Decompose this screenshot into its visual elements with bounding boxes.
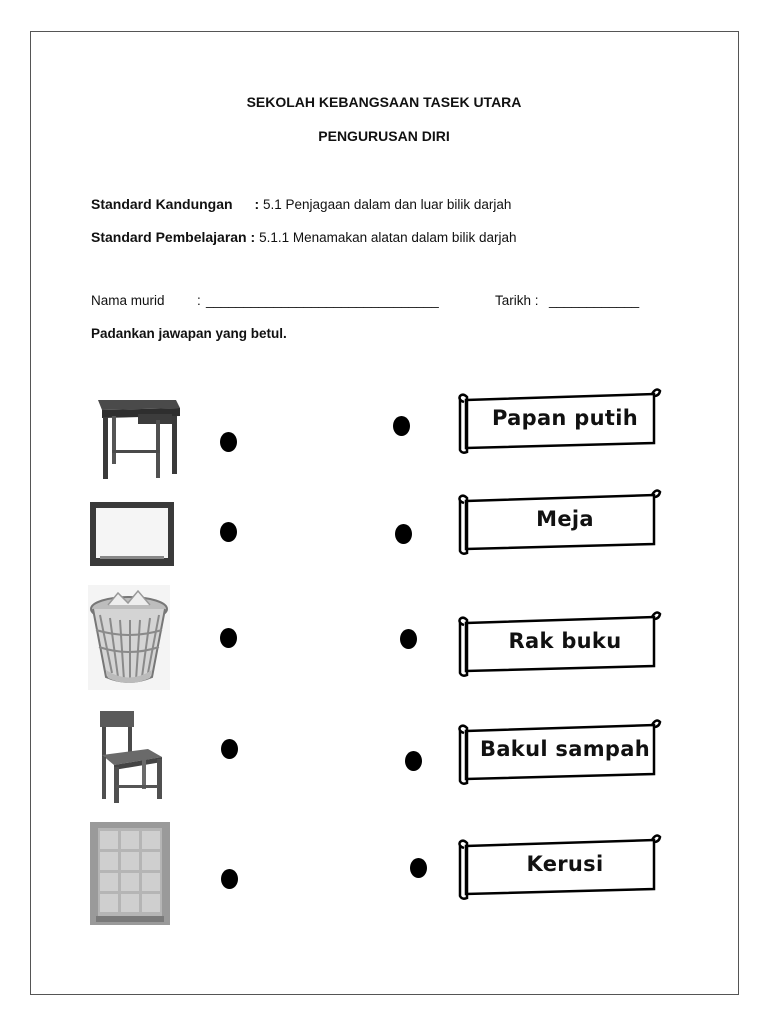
standard-pembelajaran bbox=[91, 229, 516, 245]
answer-scroll-5 bbox=[456, 834, 666, 896]
answer-label-1: Papan putih bbox=[492, 406, 638, 430]
right-dot-5[interactable] bbox=[410, 858, 427, 878]
left-dot-1[interactable] bbox=[220, 432, 237, 452]
standard-kandungan-sep: : bbox=[254, 196, 260, 212]
left-dot-5[interactable] bbox=[221, 869, 238, 889]
standard-kandungan bbox=[91, 196, 511, 212]
desk-icon bbox=[90, 388, 185, 483]
standard-kandungan-value: 5.1 Penjagaan dalam dan luar bilik darjah bbox=[263, 197, 512, 212]
answer-scroll-2 bbox=[456, 489, 666, 551]
date-field[interactable]: ____________ bbox=[549, 293, 640, 308]
left-dot-2[interactable] bbox=[220, 522, 237, 542]
whiteboard-icon bbox=[90, 500, 175, 567]
date-label: Tarikh : bbox=[495, 293, 539, 308]
answer-label-3: Rak buku bbox=[508, 629, 622, 653]
standard-pembelajaran-label: Standard Pembelajaran : bbox=[91, 229, 256, 245]
left-dot-4[interactable] bbox=[221, 739, 238, 759]
answer-scroll-4 bbox=[456, 719, 666, 781]
school-name: SEKOLAH KEBANGSAAN TASEK UTARA bbox=[246, 94, 522, 110]
bookshelf-icon bbox=[90, 822, 170, 925]
student-name-label: Nama murid bbox=[91, 293, 165, 308]
right-dot-2[interactable] bbox=[395, 524, 412, 544]
left-dot-3[interactable] bbox=[220, 628, 237, 648]
standard-pembelajaran-value: 5.1.1 Menamakan alatan dalam bilik darjah bbox=[259, 230, 517, 245]
standard-kandungan-label: Standard Kandungan bbox=[91, 196, 233, 212]
student-name-field[interactable]: _______________________________ bbox=[206, 293, 439, 308]
answer-scroll-3 bbox=[456, 611, 666, 673]
answer-label-5: Kerusi bbox=[526, 852, 604, 876]
answer-label-2: Meja bbox=[536, 507, 594, 531]
right-dot-1[interactable] bbox=[393, 416, 410, 436]
student-name-sep: : bbox=[197, 293, 201, 308]
waste-basket-icon bbox=[88, 585, 170, 690]
answer-label-4: Bakul sampah bbox=[480, 737, 650, 761]
instruction-text: Padankan jawapan yang betul. bbox=[91, 326, 287, 341]
chair-icon bbox=[90, 705, 175, 805]
subject-title: PENGURUSAN DIRI bbox=[318, 128, 450, 144]
answer-scroll-1 bbox=[456, 388, 666, 450]
right-dot-3[interactable] bbox=[400, 629, 417, 649]
right-dot-4[interactable] bbox=[405, 751, 422, 771]
